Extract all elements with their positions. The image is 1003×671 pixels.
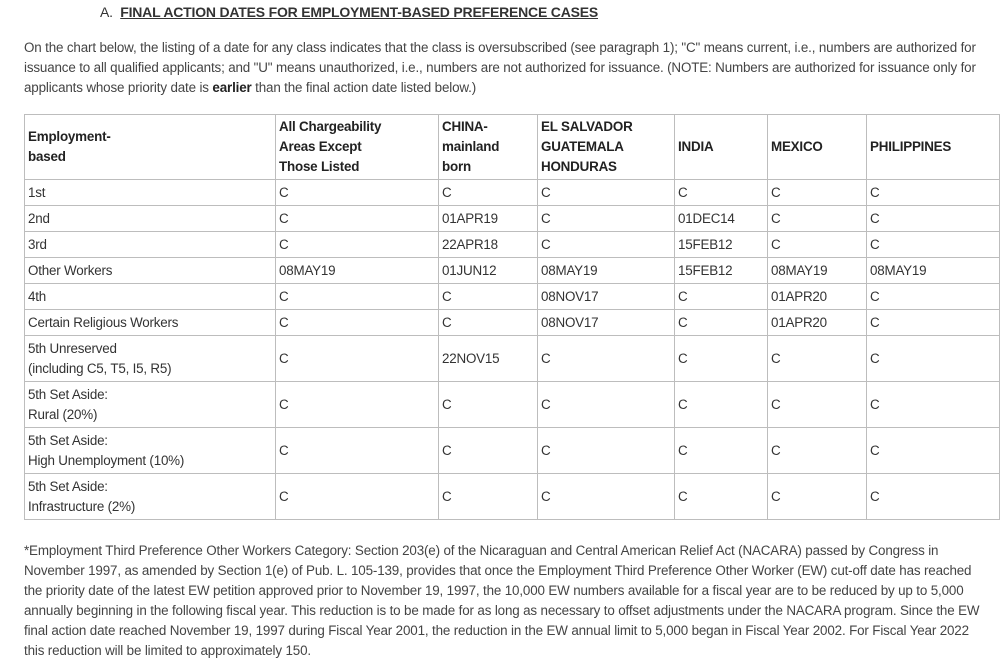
final-action-date-cell: C [867,180,1000,206]
final-action-date-cell: 22APR18 [439,232,538,258]
final-action-dates-table [24,114,1000,520]
row-label-line: High Unemployment (10%) [28,452,185,468]
column-header [768,115,867,180]
row-label [25,284,276,310]
row-label [25,206,276,232]
table-row [25,428,1000,474]
table-row [25,258,1000,284]
column-header-line: MEXICO [771,139,823,154]
row-label [25,180,276,206]
final-action-date-cell: C [675,284,768,310]
table-body [25,180,1000,520]
final-action-date-cell: C [768,382,867,428]
column-header-line: GUATEMALA [541,139,624,154]
table-row [25,310,1000,336]
row-label-line: Certain Religious Workers [28,314,179,330]
final-action-date-cell: C [276,428,439,474]
final-action-date-cell: C [675,428,768,474]
column-header-line: mainland [442,139,500,154]
row-label-line: 2nd [28,210,50,226]
final-action-date-cell: C [867,206,1000,232]
column-header-line: born [442,159,471,174]
row-label [25,232,276,258]
row-label [25,310,276,336]
final-action-date-cell: C [276,232,439,258]
intro-text-1: On the chart below, the listing of a date for any class indicates that the class is oversubscribed (see paragraph 1); "C" means current, i.e., numbers are authorized for issuance to all qualified applicants; and "U" means unauthorized, i.e., numbers are not authorized for issuance. (NOTE: Numbers are authorized for issuance only for applicants whose priority date is [24,40,976,95]
final-action-date-cell: C [675,180,768,206]
column-header-line: INDIA [678,139,714,154]
final-action-date-cell: C [675,310,768,336]
row-label-line: 5th Set Aside: [28,386,108,402]
final-action-date-cell: 22NOV15 [439,336,538,382]
final-action-date-cell: C [538,428,675,474]
column-header-line: HONDURAS [541,159,617,174]
column-header [276,115,439,180]
table-row [25,336,1000,382]
final-action-date-cell: 01DEC14 [675,206,768,232]
row-label-line: (including C5, T5, I5, R5) [28,360,172,376]
final-action-date-cell: C [276,382,439,428]
row-label [25,474,276,520]
final-action-date-cell: C [439,310,538,336]
final-action-date-cell: C [538,336,675,382]
final-action-date-cell: C [538,474,675,520]
final-action-date-cell: C [867,284,1000,310]
column-header-line: EL SALVADOR [541,119,633,134]
row-label [25,336,276,382]
final-action-date-cell: C [439,180,538,206]
row-label-line: Other Workers [28,262,113,278]
final-action-date-cell: 08NOV17 [538,284,675,310]
final-action-date-cell: C [867,232,1000,258]
final-action-date-cell: C [768,206,867,232]
final-action-date-cell: C [538,206,675,232]
footnote-paragraph: *Employment Third Preference Other Workers Category: Section 203(e) of the Nicaraguan and Central American Relief Act (NACARA) passed by Congress in November 1997, as amended by Section 1(e) of Pub. L. 105-139, provides that once the Employment Third Preference Other Worker (EW) cut-off date has reached the priority date of the latest EW petition approved prior to November 19, 1997, the 10,000 EW numbers available for a fiscal year are to be reduced by up to 5,000 annually beginning in the following fiscal year. This reduction is to be made for as long as necessary to offset adjustments under the NACARA program. Since the EW final action date reached November 19, 1997 during Fiscal Year 2001, the reduction in the EW annual limit to 5,000 began in Fiscal Year 2002. For Fiscal Year 2022 this reduction will be limited to approximately 150. [24,543,980,658]
column-header [538,115,675,180]
final-action-date-cell: 01JUN12 [439,258,538,284]
final-action-date-cell: C [276,284,439,310]
row-label-line: 5th Unreserved [28,340,117,356]
intro-bold: earlier [212,80,252,95]
row-label [25,382,276,428]
final-action-date-cell: C [675,336,768,382]
row-label-line: Infrastructure (2%) [28,498,136,514]
final-action-date-cell: C [538,382,675,428]
final-action-date-cell: C [768,336,867,382]
section-prefix: A. [100,4,113,20]
column-header-line: Those Listed [279,159,360,174]
column-header-line: Areas Except [279,139,362,154]
row-label-line: 5th Set Aside: [28,478,108,494]
row-label-line: 1st [28,184,46,200]
intro-paragraph [24,38,996,98]
row-label [25,258,276,284]
table-row [25,382,1000,428]
section-heading [100,4,598,20]
final-action-date-cell: C [276,206,439,232]
row-label-line: 5th Set Aside: [28,432,108,448]
final-action-date-cell: 08MAY19 [867,258,1000,284]
table-row [25,232,1000,258]
final-action-date-cell: C [867,382,1000,428]
column-header-line: PHILIPPINES [870,139,952,154]
section-title: FINAL ACTION DATES FOR EMPLOYMENT-BASED PREFERENCE CASES [120,4,599,20]
row-label-line: 4th [28,288,47,304]
final-action-date-cell: C [276,474,439,520]
final-action-date-cell: C [768,232,867,258]
row-label-line: 3rd [28,236,47,252]
final-action-date-cell: C [439,382,538,428]
final-action-date-cell: C [439,474,538,520]
final-action-date-cell: C [675,382,768,428]
final-action-date-cell: C [867,474,1000,520]
final-action-date-cell: 01APR20 [768,310,867,336]
column-header-line: based [28,149,66,164]
final-action-date-cell: C [867,336,1000,382]
final-action-date-cell: 01APR20 [768,284,867,310]
final-action-date-cell: 01APR19 [439,206,538,232]
intro-text-2: than the final action date listed below.) [251,80,477,95]
final-action-date-cell: C [538,180,675,206]
row-label [25,428,276,474]
column-header-line: All Chargeability [279,119,382,134]
final-action-date-cell: C [675,474,768,520]
final-action-date-cell: 15FEB12 [675,258,768,284]
final-action-date-cell: 15FEB12 [675,232,768,258]
column-header [25,115,276,180]
column-header-line: Employment- [28,129,111,144]
row-label-line: Rural (20%) [28,406,98,422]
final-action-date-cell: C [867,310,1000,336]
table-header-row [25,115,1000,180]
column-header-line: CHINA- [442,119,488,134]
final-action-date-cell: C [276,180,439,206]
final-action-date-cell: C [867,428,1000,474]
final-action-date-cell: C [276,336,439,382]
final-action-date-cell: C [276,310,439,336]
column-header [439,115,538,180]
table-row [25,206,1000,232]
table-row [25,474,1000,520]
final-action-date-cell: 08MAY19 [276,258,439,284]
final-action-date-cell: C [439,428,538,474]
final-action-date-cell: C [768,428,867,474]
column-header [867,115,1000,180]
final-action-date-cell: 08MAY19 [768,258,867,284]
table-row [25,284,1000,310]
final-action-date-cell: C [768,180,867,206]
final-action-date-cell: C [768,474,867,520]
final-action-date-cell: C [538,232,675,258]
final-action-date-cell: C [439,284,538,310]
final-action-date-cell: 08MAY19 [538,258,675,284]
column-header [675,115,768,180]
table-row [25,180,1000,206]
final-action-date-cell: 08NOV17 [538,310,675,336]
